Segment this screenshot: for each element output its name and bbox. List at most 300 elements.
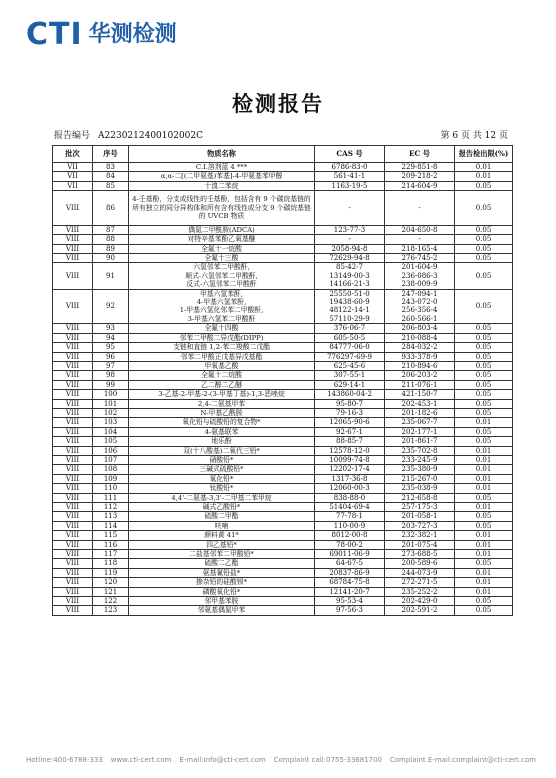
cell-name: 4,4'-二氨基-3,3'-二甲基二苯甲烷 [129, 493, 315, 502]
cell-no: 117 [93, 550, 129, 559]
cell-batch: VII [53, 163, 93, 172]
cell-name: 磷酸氧化铅* [129, 587, 315, 596]
cell-cas: 85-42-7 13149-00-3 14166-21-3 [315, 263, 385, 289]
cell-name: 全氟十一烷酸 [129, 244, 315, 253]
cell-batch: VIII [53, 455, 93, 464]
cell-no: 95 [93, 343, 129, 352]
table-row [53, 550, 513, 559]
cell-cas: 20837-86-9 [315, 568, 385, 577]
cell-ec: 204-650-8 [385, 225, 455, 234]
table-row [53, 427, 513, 436]
cell-batch: VIII [53, 578, 93, 587]
table-row [53, 408, 513, 417]
cell-cas: 79-16-3 [315, 408, 385, 417]
cell-cas: 78-00-2 [315, 540, 385, 549]
cell-ec: 210-894-6 [385, 361, 455, 370]
table-row [53, 399, 513, 408]
cell-batch: VIII [53, 597, 93, 606]
cell-no: 122 [93, 597, 129, 606]
table-row [53, 437, 513, 446]
cell-ec: 214-604-9 [385, 181, 455, 190]
table-row [53, 512, 513, 521]
cell-limit: 0.05 [455, 333, 513, 342]
cell-batch: VIII [53, 225, 93, 234]
cell-ec: 201-861-7 [385, 437, 455, 446]
cell-cas: 8012-00-8 [315, 531, 385, 540]
cell-ec: 210-088-4 [385, 333, 455, 342]
cell-name: 地乐酚 [129, 437, 315, 446]
cell-ec: 201-058-1 [385, 512, 455, 521]
cell-name: 双(十八酸基)二氧代三铅* [129, 446, 315, 455]
header-batch: 批次 [53, 146, 93, 163]
cell-no: 116 [93, 540, 129, 549]
cell-limit: 0.01 [455, 503, 513, 512]
page-info: 第 6 页 共 12 页 [440, 131, 508, 141]
cell-cas: 12060-00-3 [315, 484, 385, 493]
cell-no: 84 [93, 172, 129, 181]
cell-cas: 629-14-1 [315, 380, 385, 389]
cell-ec: 257-175-3 [385, 503, 455, 512]
cell-cas: 110-00-9 [315, 521, 385, 530]
table-row [53, 390, 513, 399]
table-row [53, 235, 513, 244]
cell-no: 104 [93, 427, 129, 436]
cell-ec: 235-702-8 [385, 446, 455, 455]
cell-limit: 0.01 [455, 446, 513, 455]
cell-ec: 244-073-9 [385, 568, 455, 577]
table-row [53, 172, 513, 181]
cell-ec: 232-382-1 [385, 531, 455, 540]
cell-limit: 0.05 [455, 244, 513, 253]
cell-cas: 72629-94-8 [315, 254, 385, 263]
cell-batch: VIII [53, 263, 93, 289]
cell-ec: 235-038-9 [385, 484, 455, 493]
report-meta [54, 128, 508, 141]
cell-limit: 0.05 [455, 380, 513, 389]
footer-web: www.cti-cert.com [110, 756, 172, 764]
cell-batch: VIII [53, 521, 93, 530]
cell-name: 氧化铅与硫酸铅的复合物* [129, 418, 315, 427]
cell-ec: 933-378-9 [385, 352, 455, 361]
cell-no: 98 [93, 371, 129, 380]
table-row [53, 418, 513, 427]
cell-limit: 0.01 [455, 568, 513, 577]
table-row [53, 540, 513, 549]
cell-batch: VIII [53, 254, 93, 263]
cell-limit: 0.05 [455, 324, 513, 333]
cell-cas: 97-56-3 [315, 606, 385, 615]
cell-name: 硫酸二乙酯 [129, 559, 315, 568]
cell-name: 颜料黄 41* [129, 531, 315, 540]
cell-batch: VIII [53, 437, 93, 446]
cell-no: 101 [93, 399, 129, 408]
table-row [53, 465, 513, 474]
cell-batch: VIII [53, 446, 93, 455]
cell-ec: 235-380-9 [385, 465, 455, 474]
cell-ec: - [385, 235, 455, 244]
cell-batch: VIII [53, 408, 93, 417]
table-row [53, 333, 513, 342]
cell-ec: 202-429-0 [385, 597, 455, 606]
cell-no: 105 [93, 437, 129, 446]
header-no: 序号 [93, 146, 129, 163]
cell-ec: 202-177-1 [385, 427, 455, 436]
cell-cas: 68784-75-8 [315, 578, 385, 587]
cell-no: 85 [93, 181, 129, 190]
cell-ec: 209-218-2 [385, 172, 455, 181]
cell-batch: VIII [53, 371, 93, 380]
cell-name: 三碱式硫酸铅* [129, 465, 315, 474]
cell-batch: VIII [53, 427, 93, 436]
report-no: A2230212400102002C [98, 131, 204, 141]
cell-ec: 203-727-3 [385, 521, 455, 530]
table-row [53, 289, 513, 324]
cell-batch: VIII [53, 512, 93, 521]
cell-ec: 202-453-1 [385, 399, 455, 408]
table-row [53, 446, 513, 455]
cell-batch: VIII [53, 568, 93, 577]
cell-name: 4-壬基酚，分支或线性的壬基酚，包括含有 9 个碳烷基链的所有独立的同分异构体和所有含有线性或分支 9 个碳烷基链的 UVCB 物质 [129, 191, 315, 226]
table-row [53, 474, 513, 483]
cell-cas: 12141-20-7 [315, 587, 385, 596]
cell-limit: 0.01 [455, 418, 513, 427]
cell-no: 93 [93, 324, 129, 333]
cell-batch: VIII [53, 484, 93, 493]
cell-name: 掺杂铅的硅酸钡* [129, 578, 315, 587]
cell-name: 氨基氰铅盐* [129, 568, 315, 577]
table-row [53, 244, 513, 253]
cell-name: C.I.溶剂蓝 4 *** [129, 163, 315, 172]
cell-limit: 0.01 [455, 474, 513, 483]
cell-no: 91 [93, 263, 129, 289]
table-row [53, 578, 513, 587]
cell-limit: 0.01 [455, 550, 513, 559]
cell-ec: 421-150-7 [385, 390, 455, 399]
cell-limit: 0.01 [455, 540, 513, 549]
cell-no: 103 [93, 418, 129, 427]
cell-no: 113 [93, 512, 129, 521]
substance-table [52, 145, 513, 616]
cell-batch: VIII [53, 540, 93, 549]
cell-name: 全氟十四酸 [129, 324, 315, 333]
cell-no: 83 [93, 163, 129, 172]
cell-limit: 0.01 [455, 172, 513, 181]
cell-cas: 95-53-4 [315, 597, 385, 606]
table-row [53, 484, 513, 493]
cell-name: 钛酸铅* [129, 484, 315, 493]
cell-ec: 229-851-8 [385, 163, 455, 172]
cell-no: 108 [93, 465, 129, 474]
cell-batch: VIII [53, 606, 93, 615]
cell-name: 氧化铅* [129, 474, 315, 483]
cell-limit: 0.05 [455, 263, 513, 289]
cell-name: 硝酸铅* [129, 455, 315, 464]
cell-ec: 201-604-9 236-086-3 238-009-9 [385, 263, 455, 289]
cell-ec: 247-094-1 243-072-0 256-356-4 260-566-1 [385, 289, 455, 324]
cell-limit: 0.05 [455, 181, 513, 190]
cell-batch: VIII [53, 465, 93, 474]
table-row [53, 493, 513, 502]
cell-cas: 64-67-5 [315, 559, 385, 568]
cell-no: 87 [93, 225, 129, 234]
footer-email: E-mail:info@cti-cert.com [179, 756, 266, 764]
cell-batch: VIII [53, 474, 93, 483]
cell-cas: 838-88-0 [315, 493, 385, 502]
cell-limit: 0.05 [455, 371, 513, 380]
cell-ec: 201-182-6 [385, 408, 455, 417]
footer-complaint-call: Complaint call:0755-33681700 [273, 756, 383, 764]
table-row [53, 521, 513, 530]
cell-limit: 0.05 [455, 235, 513, 244]
cell-no: 99 [93, 380, 129, 389]
cell-name: N-甲基乙酰胺 [129, 408, 315, 417]
cell-ec: 235-252-2 [385, 587, 455, 596]
cell-name: α,α-二[(二甲氨基)苯基]-4-甲氨基苯甲醇 [129, 172, 315, 181]
cell-batch: VII [53, 181, 93, 190]
table-row [53, 587, 513, 596]
cell-batch: VIII [53, 559, 93, 568]
cell-no: 106 [93, 446, 129, 455]
cell-batch: VIII [53, 380, 93, 389]
cell-batch: VIII [53, 289, 93, 324]
cell-cas: - [315, 191, 385, 226]
cell-ec: 200-589-6 [385, 559, 455, 568]
cell-name: 硫酸二甲酯 [129, 512, 315, 521]
logo-cn: 华测检测 [88, 22, 177, 47]
table-row [53, 263, 513, 289]
cell-cas: 6786-83-0 [315, 163, 385, 172]
cell-batch: VIII [53, 493, 93, 502]
cell-limit: 0.05 [455, 606, 513, 615]
report-title: 检测报告 [232, 91, 324, 116]
cell-cas: 561-41-1 [315, 172, 385, 181]
cell-limit: 0.05 [455, 343, 513, 352]
cell-name: 偶氮二甲酰胺(ADCA) [129, 225, 315, 234]
cell-limit: 0.01 [455, 587, 513, 596]
cell-name: 全氟十三酸 [129, 254, 315, 263]
cell-no: 111 [93, 493, 129, 502]
cell-cas: 625-45-6 [315, 361, 385, 370]
cell-cas: - [315, 235, 385, 244]
table-row [53, 181, 513, 190]
table-row [53, 455, 513, 464]
report-no-label: 报告编号 [54, 131, 91, 141]
cell-no: 96 [93, 352, 129, 361]
cell-cas: 12578-12-0 [315, 446, 385, 455]
cell-name: 甲氧基乙酸 [129, 361, 315, 370]
cell-ec: 201-075-4 [385, 540, 455, 549]
cell-name: 呋喃 [129, 521, 315, 530]
table-row [53, 568, 513, 577]
cell-batch: VIII [53, 390, 93, 399]
cell-no: 88 [93, 235, 129, 244]
footer [26, 756, 536, 764]
cell-limit: 0.05 [455, 225, 513, 234]
cell-name: 碱式乙酸铅* [129, 503, 315, 512]
cell-cas: 92-67-1 [315, 427, 385, 436]
cell-no: 86 [93, 191, 129, 226]
cell-name: 六氢邻苯二甲酸酐, 顺式-六氢邻苯二甲酸酐, 反式-六氢邻苯二甲酸酐 [129, 263, 315, 289]
header-ec: EC 号 [385, 146, 455, 163]
cell-batch: VIII [53, 324, 93, 333]
header-limit: 报告检出限(%) [455, 146, 513, 163]
table-row [53, 380, 513, 389]
cell-limit: 0.05 [455, 361, 513, 370]
cell-cas: 605-50-5 [315, 333, 385, 342]
cell-no: 109 [93, 474, 129, 483]
cell-name: 甲基六氢苯酐, 4-甲基六氢苯酐, 1-甲基六氢化邻苯二甲酸酐, 3-甲基六氢苯二甲酸酐 [129, 289, 315, 324]
cell-cas: 10099-74-8 [315, 455, 385, 464]
cell-cas: 51404-69-4 [315, 503, 385, 512]
cell-cas: 123-77-3 [315, 225, 385, 234]
cell-ec: 284-032-2 [385, 343, 455, 352]
table-row [53, 361, 513, 370]
cell-limit: 0.05 [455, 521, 513, 530]
footer-complaint-email: Complaint E-mail:complaint@cti-cert.com [389, 756, 536, 764]
cell-cas: 69011-06-9 [315, 550, 385, 559]
cell-no: 107 [93, 455, 129, 464]
cell-limit: 0.05 [455, 408, 513, 417]
cell-ec: 218-165-4 [385, 244, 455, 253]
cell-limit: 0.05 [455, 559, 513, 568]
cell-batch: VIII [53, 352, 93, 361]
cell-batch: VII [53, 172, 93, 181]
cell-cas: 12065-90-6 [315, 418, 385, 427]
table-row [53, 191, 513, 226]
cell-limit: 0.05 [455, 512, 513, 521]
table-row [53, 371, 513, 380]
cell-limit: 0.05 [455, 399, 513, 408]
table-row [53, 531, 513, 540]
cell-batch: VIII [53, 361, 93, 370]
cell-limit: 0.01 [455, 484, 513, 493]
cell-no: 94 [93, 333, 129, 342]
footer-hotline: Hotline:400-6788-333 [26, 756, 103, 764]
cell-no: 114 [93, 521, 129, 530]
cell-name: 四乙基铅* [129, 540, 315, 549]
cell-limit: 0.05 [455, 352, 513, 361]
cell-no: 97 [93, 361, 129, 370]
cell-limit: 0.05 [455, 289, 513, 324]
cell-name: 邻氨基偶氮甲苯 [129, 606, 315, 615]
cell-no: 121 [93, 587, 129, 596]
cell-cas: 25550-51-0 19438-60-9 48122-14-1 57110-29-9 [315, 289, 385, 324]
table-row [53, 225, 513, 234]
cell-batch: VIII [53, 418, 93, 427]
cell-limit: 0.05 [455, 427, 513, 436]
cell-no: 110 [93, 484, 129, 493]
table-row [53, 597, 513, 606]
cell-no: 90 [93, 254, 129, 263]
cell-ec: 206-803-4 [385, 324, 455, 333]
cell-limit: 0.05 [455, 437, 513, 446]
header-name: 物质名称 [129, 146, 315, 163]
table-row [53, 606, 513, 615]
table-row [53, 343, 513, 352]
cell-name: 邻苯二甲酸二异戊酯(DIPP) [129, 333, 315, 342]
cell-limit: 0.01 [455, 578, 513, 587]
cell-cas: 12202-17-4 [315, 465, 385, 474]
cell-ec: 273-688-5 [385, 550, 455, 559]
table-row [53, 254, 513, 263]
cell-limit: 0.01 [455, 531, 513, 540]
logo-brand: CTI [26, 17, 83, 52]
cell-cas: 1163-19-5 [315, 181, 385, 190]
cell-batch: VIII [53, 587, 93, 596]
cell-cas: 84777-06-0 [315, 343, 385, 352]
cell-ec: 212-658-8 [385, 493, 455, 502]
cell-cas: 77-78-1 [315, 512, 385, 521]
cell-batch: VIII [53, 235, 93, 244]
cell-name: 十溴二苯烷 [129, 181, 315, 190]
cell-no: 102 [93, 408, 129, 417]
cell-cas: 2058-94-8 [315, 244, 385, 253]
cell-batch: VIII [53, 343, 93, 352]
cell-batch: VIII [53, 503, 93, 512]
cell-no: 100 [93, 390, 129, 399]
cell-ec: 233-245-9 [385, 455, 455, 464]
cell-no: 89 [93, 244, 129, 253]
table-header-row [53, 146, 513, 163]
cell-ec: - [385, 191, 455, 226]
cell-limit: 0.01 [455, 455, 513, 464]
cell-batch: VIII [53, 531, 93, 540]
cell-name: 3-乙基-2-甲基-2-(3-甲基丁基)-1,3-恶唑烷 [129, 390, 315, 399]
cell-limit: 0.05 [455, 597, 513, 606]
cell-no: 119 [93, 568, 129, 577]
cell-name: 全氟十二烷酸 [129, 371, 315, 380]
header-cas: CAS 号 [315, 146, 385, 163]
cell-ec: 206-203-2 [385, 371, 455, 380]
table-row [53, 324, 513, 333]
cell-limit: 0.05 [455, 390, 513, 399]
cell-batch: VIII [53, 399, 93, 408]
cell-no: 123 [93, 606, 129, 615]
cell-cas: 95-80-7 [315, 399, 385, 408]
cell-name: 邻苯二甲酸正戊基异戊基酯 [129, 352, 315, 361]
cell-ec: 215-267-0 [385, 474, 455, 483]
cell-limit: 0.01 [455, 163, 513, 172]
cell-no: 92 [93, 289, 129, 324]
cell-limit: 0.05 [455, 254, 513, 263]
cell-no: 115 [93, 531, 129, 540]
cell-batch: VIII [53, 244, 93, 253]
cell-no: 118 [93, 559, 129, 568]
cell-ec: 235-067-7 [385, 418, 455, 427]
cell-batch: VIII [53, 550, 93, 559]
cell-ec: 211-076-1 [385, 380, 455, 389]
cell-ec: 276-745-2 [385, 254, 455, 263]
table-row [53, 559, 513, 568]
cell-limit: 0.01 [455, 465, 513, 474]
cell-no: 120 [93, 578, 129, 587]
cell-name: 2,4-二氨基甲苯 [129, 399, 315, 408]
cell-limit: 0.05 [455, 493, 513, 502]
table-body [53, 163, 513, 616]
cell-name: 4-氨基联苯 [129, 427, 315, 436]
cell-name: 邻甲基苯胺 [129, 597, 315, 606]
cell-ec: 272-271-5 [385, 578, 455, 587]
cell-name: 乙二醇二乙醚 [129, 380, 315, 389]
cell-limit: 0.05 [455, 191, 513, 226]
cell-no: 112 [93, 503, 129, 512]
cell-cas: 143860-04-2 [315, 390, 385, 399]
cell-name: 对特辛基苯酚乙氧基醚 [129, 235, 315, 244]
table-row [53, 163, 513, 172]
cell-batch: VIII [53, 191, 93, 226]
cell-cas: 88-85-7 [315, 437, 385, 446]
cell-batch: VIII [53, 333, 93, 342]
